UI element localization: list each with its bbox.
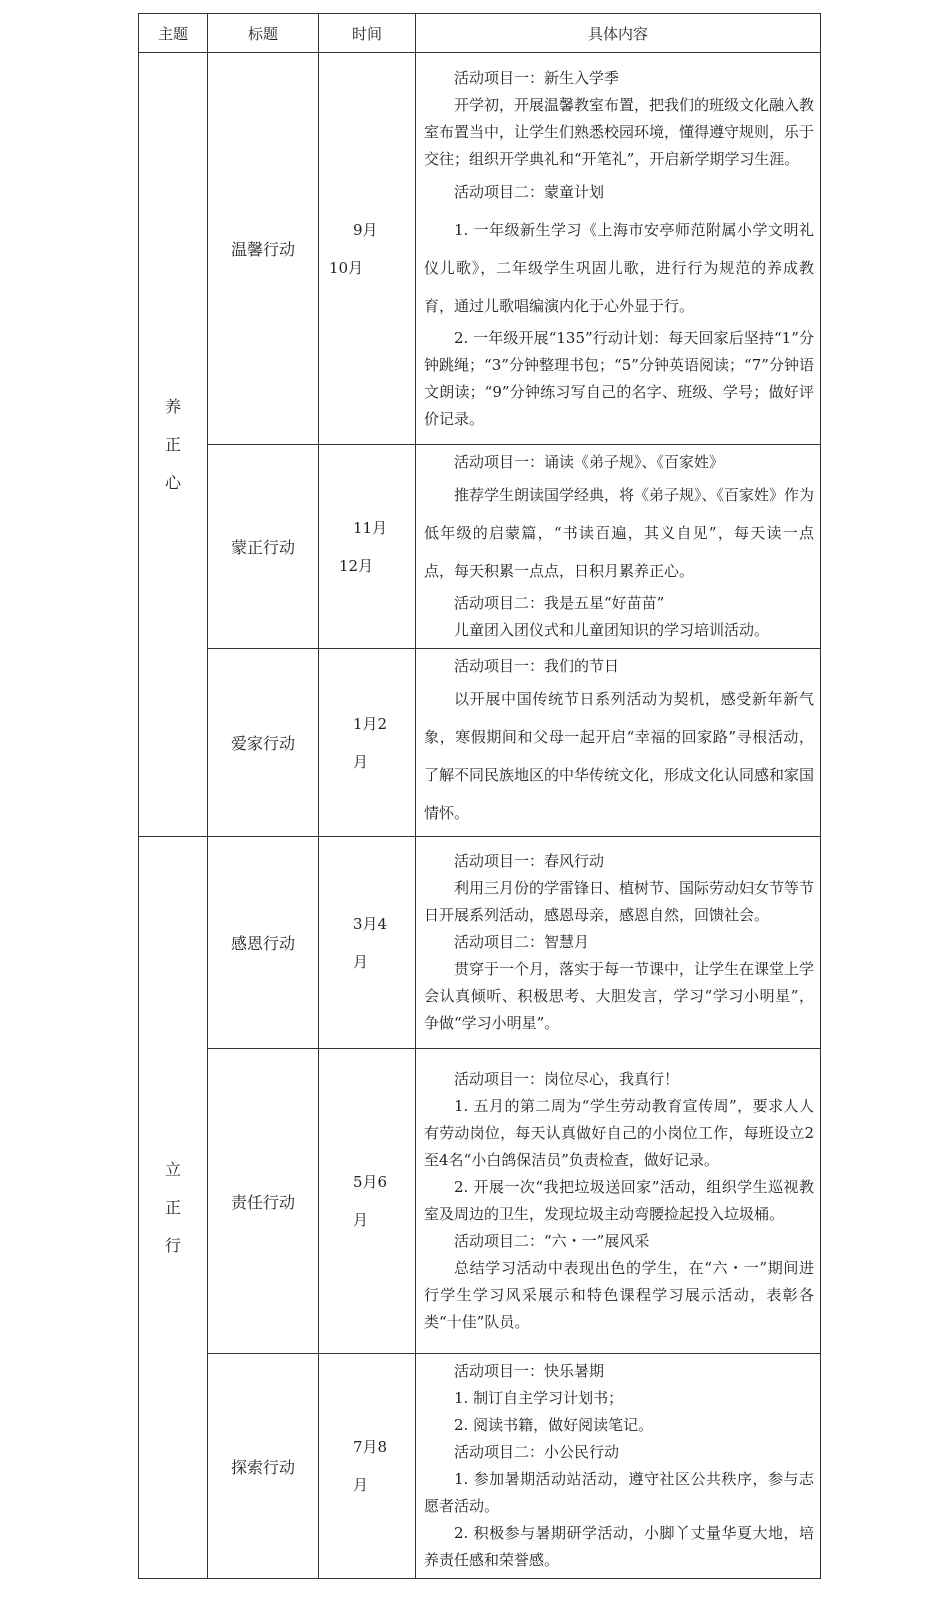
table-row (139, 837, 821, 1049)
row-time: 7月8 月 (319, 1354, 416, 1579)
row-title: 责任行动 (208, 1049, 319, 1354)
row-content: 活动项目一：我们的节日 以开展中国传统节日系列活动为契机，感受新年新气象，寒假期间和父母一起开启“幸福的回家路”寻根活动，了解不同民族地区的中华传统文化，形成文化认同感和家国情怀。 (416, 649, 821, 837)
table-row (139, 53, 821, 445)
row-time: 9月 10月 (319, 53, 416, 445)
row-time: 5月6 月 (319, 1049, 416, 1354)
theme-cell-yang-zheng-xin: 养 正 心 (139, 53, 208, 837)
table-row (139, 1049, 821, 1354)
row-content: 活动项目一：春风行动 利用三月份的学雷锋日、植树节、国际劳动妇女节等节日开展系列活动，感恩母亲，感恩自然，回馈社会。 活动项目二：智慧月 贯穿于一个月，落实于每一节课中，让学生在课堂上学会认真倾听、积极思考、大胆发言，学习“学习小明星”，争做“学习小明星”。 (416, 837, 821, 1049)
row-time: 11月 12月 (319, 445, 416, 649)
row-title: 爱家行动 (208, 649, 319, 837)
header-theme: 主题 (139, 14, 208, 53)
row-title: 蒙正行动 (208, 445, 319, 649)
row-content: 活动项目一：快乐暑期 1. 制订自主学习计划书； 2. 阅读书籍，做好阅读笔记。 活动项目二：小公民行动 1. 参加暑期活动站活动，遵守社区公共秩序，参与志愿者活动。 2. 积极参与暑期研学活动，小脚丫丈量华夏大地，培养责任感和荣誉感。 (416, 1354, 821, 1579)
row-title: 感恩行动 (208, 837, 319, 1049)
table-header-row (139, 14, 821, 53)
row-time: 3月4 月 (319, 837, 416, 1049)
table-row (139, 649, 821, 837)
theme-cell-li-zheng-xing: 立 正 行 (139, 837, 208, 1579)
row-time: 1月2 月 (319, 649, 416, 837)
row-content: 活动项目一：岗位尽心，我真行！ 1. 五月的第二周为“学生劳动教育宣传周”，要求人人有劳动岗位，每天认真做好自己的小岗位工作，每班设立2至4名“小白鸽保洁员”负责检查，做好记录。 2. 开展一次“我把垃圾送回家”活动，组织学生巡视教室及周边的卫生，发现垃圾主动弯腰捡起投入垃圾桶。 活动项目二：“六・一”展风采 总结学习活动中表现出色的学生，在“六・一”期间进行学生学习风采展示和特色课程学习展示活动，表彰各类“十佳”队员。 (416, 1049, 821, 1354)
activity-plan-table (138, 13, 821, 1579)
header-time: 时间 (319, 14, 416, 53)
header-content: 具体内容 (416, 14, 821, 53)
row-title: 探索行动 (208, 1354, 319, 1579)
row-content: 活动项目一：诵读《弟子规》、《百家姓》 推荐学生朗读国学经典，将《弟子规》、《百家姓》作为低年级的启蒙篇，“书读百遍，其义自见”，每天读一点点，每天积累一点点，日积月累养正心。 活动项目二：我是五星“好苗苗” 儿童团入团仪式和儿童团知识的学习培训活动。 (416, 445, 821, 649)
header-title: 标题 (208, 14, 319, 53)
row-title: 温馨行动 (208, 53, 319, 445)
table-row (139, 1354, 821, 1579)
table-row (139, 445, 821, 649)
row-content: 活动项目一：新生入学季 开学初，开展温馨教室布置，把我们的班级文化融入教室布置当中，让学生们熟悉校园环境，懂得遵守规则，乐于交往；组织开学典礼和“开笔礼”，开启新学期学习生涯。 活动项目二：蒙童计划 1. 一年级新生学习《上海市安亭师范附属小学文明礼仪儿歌》，二年级学生巩固儿歌，进行行为规范的养成教育，通过儿歌唱编演内化于心外显于行。 2. 一年级开展“135”行动计划：每天回家后坚持“1”分钟跳绳；“3”分钟整理书包；“5”分钟英语阅读；“7”分钟语文朗读；“9”分钟练习写自己的名字、班级、学号；做好评价记录。 (416, 53, 821, 445)
